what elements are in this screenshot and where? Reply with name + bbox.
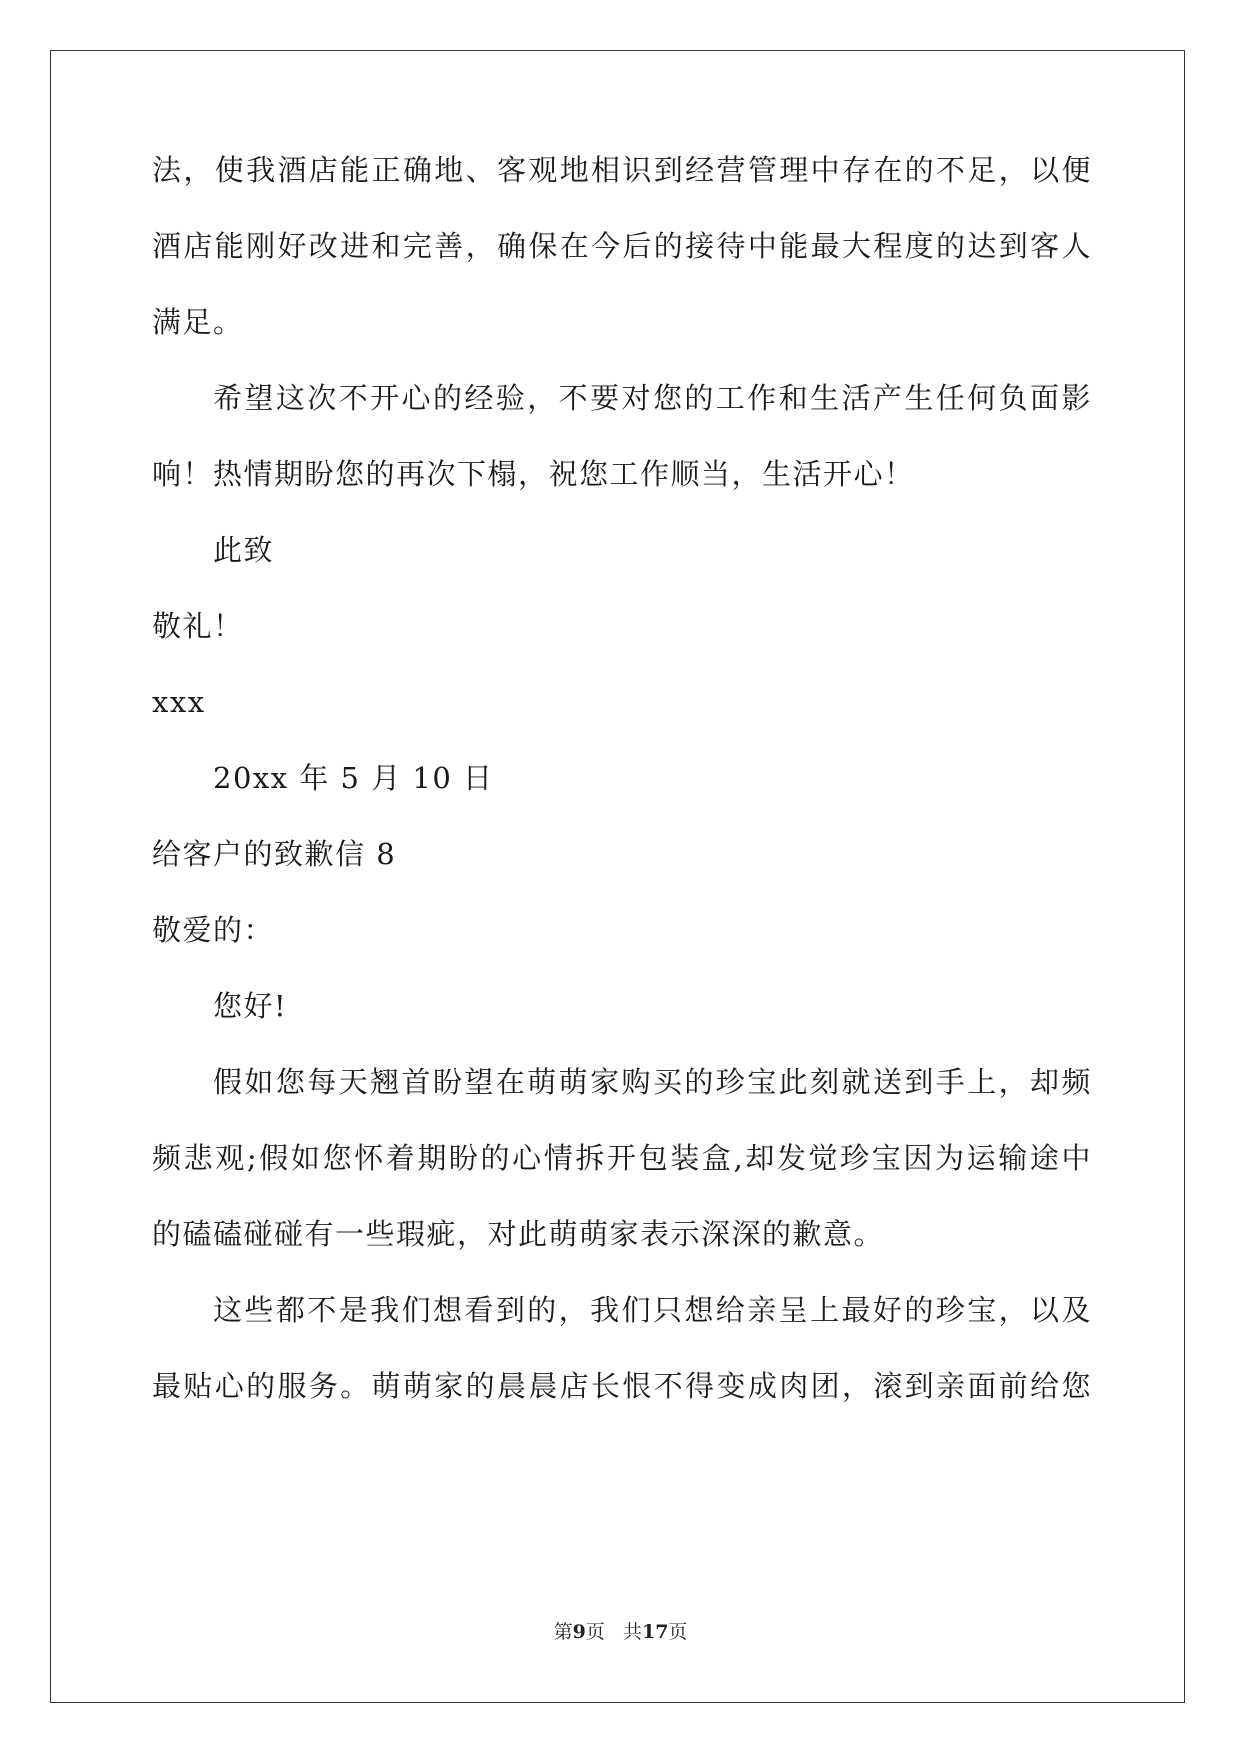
body-line-7: 频悲观;假如您怀着期盼的心情拆开包装盒,却发觉珍宝因为运输途中 xyxy=(152,1141,1092,1175)
closing-salutation: 此致 xyxy=(213,533,275,567)
closing-regards: 敬礼！ xyxy=(152,609,244,643)
body-line-2: 酒店能刚好改进和完善，确保在今后的接待中能最大程度的达到客人 xyxy=(152,229,1092,263)
body-line-3: 满足。 xyxy=(152,305,244,339)
greeting-hello: 您好! xyxy=(213,989,288,1023)
footer-total-pages: 17 xyxy=(641,1621,669,1643)
body-line-6: 假如您每天翘首盼望在萌萌家购买的珍宝此刻就送到手上，却频 xyxy=(213,1065,1092,1099)
footer-page-number: 9 xyxy=(572,1621,586,1643)
footer-total-prefix: 共 xyxy=(622,1621,642,1643)
page-footer xyxy=(0,1620,1241,1644)
footer-total-suffix: 页 xyxy=(668,1621,688,1643)
body-line-5: 响！热情期盼您的再次下榻，祝您工作顺当，生活开心！ xyxy=(152,457,915,491)
body-line-9: 这些都不是我们想看到的，我们只想给亲呈上最好的珍宝，以及 xyxy=(213,1293,1092,1327)
signature: xxx xyxy=(152,685,206,719)
page-border xyxy=(50,50,1185,1703)
body-line-10: 最贴心的服务。萌萌家的晨晨店长恨不得变成肉团，滚到亲面前给您 xyxy=(152,1369,1092,1403)
body-line-1: 法，使我酒店能正确地、客观地相识到经营管理中存在的不足，以便 xyxy=(152,153,1092,187)
body-line-8: 的磕磕碰碰有一些瑕疵，对此萌萌家表示深深的歉意。 xyxy=(152,1217,885,1251)
body-line-4: 希望这次不开心的经验，不要对您的工作和生活产生任何负面影 xyxy=(213,381,1092,415)
letter-date: 20xx 年 5 月 10 日 xyxy=(213,761,494,795)
greeting: 敬爱的： xyxy=(152,913,275,947)
footer-page-suffix: 页 xyxy=(585,1621,605,1643)
section-title: 给客户的致歉信 8 xyxy=(152,837,397,871)
footer-prefix: 第 xyxy=(553,1621,573,1643)
